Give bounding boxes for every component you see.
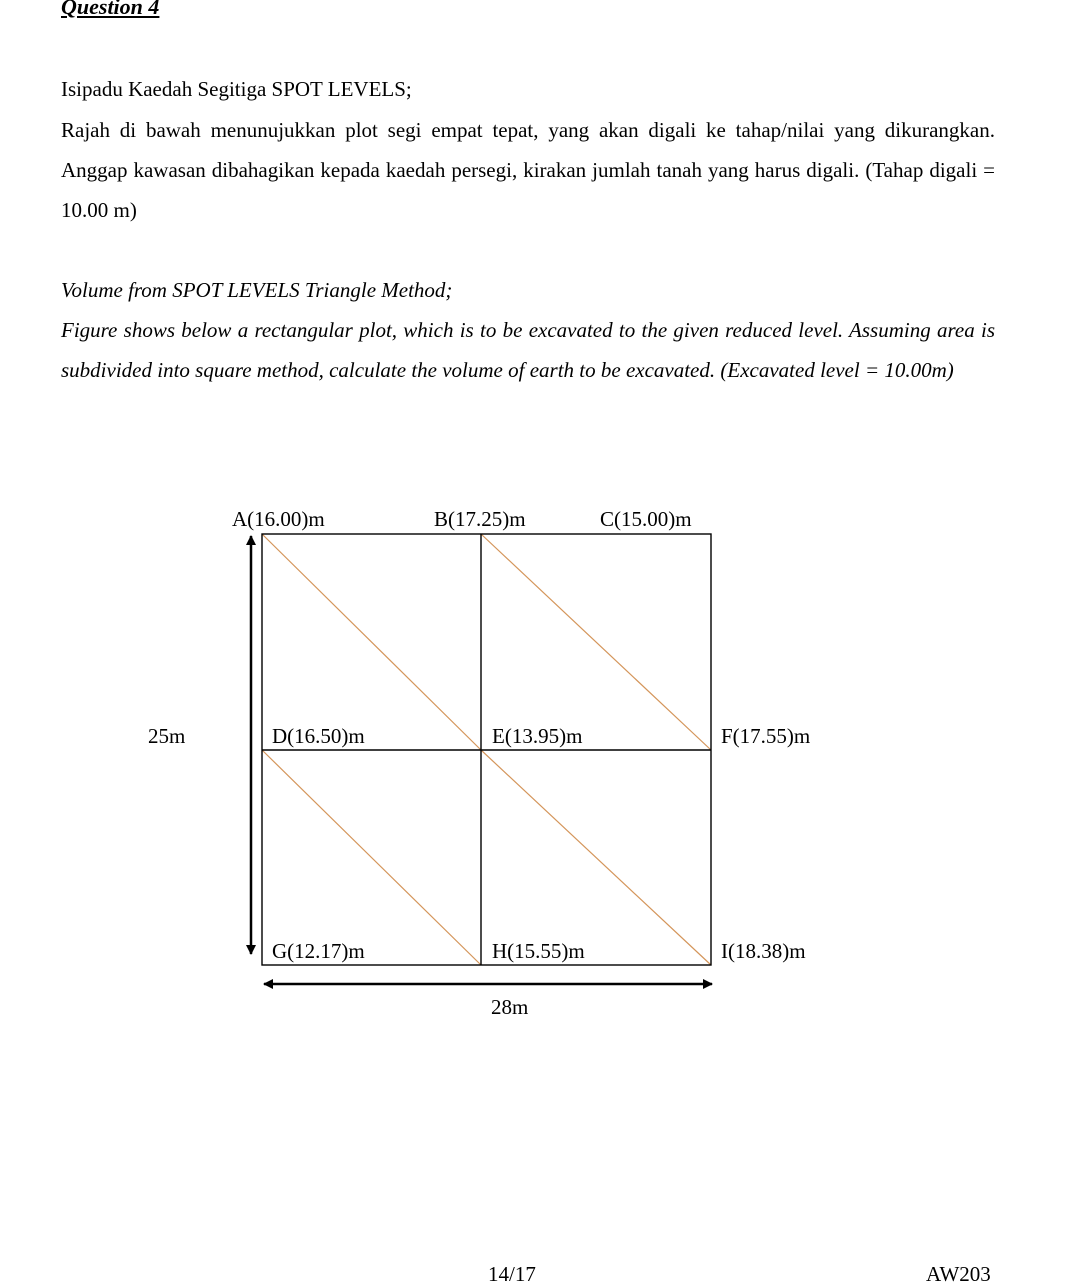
point-label-c: C(15.00)m (600, 507, 692, 531)
malay-heading: Isipadu Kaedah Segitiga SPOT LEVELS; (61, 77, 412, 101)
point-label-i: I(18.38)m (721, 939, 806, 963)
page-number: 14/17 (488, 1262, 536, 1286)
point-label-g: G(12.17)m (272, 939, 365, 963)
english-heading: Volume from SPOT LEVELS Triangle Method; (61, 278, 453, 302)
point-label-f: F(17.55)m (721, 724, 811, 748)
question-title: Question 4 (61, 0, 160, 19)
point-label-b: B(17.25)m (434, 507, 526, 531)
diagonal-b-f (481, 534, 711, 750)
english-question-text: Figure shows below a rectangular plot, which is to be excavated to the given reduced level. Assuming area is subdivided into square method, calculate the volume of earth to be excavated. (Excavated level = 10.00m) (61, 318, 995, 382)
point-label-e: E(13.95)m (492, 724, 583, 748)
point-label-a: A(16.00)m (232, 507, 325, 531)
plot-grid (262, 534, 711, 965)
point-label-h: H(15.55)m (492, 939, 585, 963)
malay-question-text: Rajah di bawah menunujukkan plot segi empat tepat, yang akan digali ke tahap/nilai yang dikurangkan. Anggap kawasan dibahagikan kepada kaedah persegi, kirakan jumlah tanah yang harus digali. (Tahap digali = 10.00 m) (61, 118, 995, 222)
diagonal-a-e (262, 534, 481, 750)
course-code: AW203 (926, 1262, 991, 1286)
width-dimension-label: 28m (491, 995, 529, 1019)
height-dimension-label: 25m (148, 724, 186, 748)
point-label-d: D(16.50)m (272, 724, 365, 748)
diagonal-d-h (262, 750, 481, 965)
diagonal-e-i (481, 750, 711, 965)
